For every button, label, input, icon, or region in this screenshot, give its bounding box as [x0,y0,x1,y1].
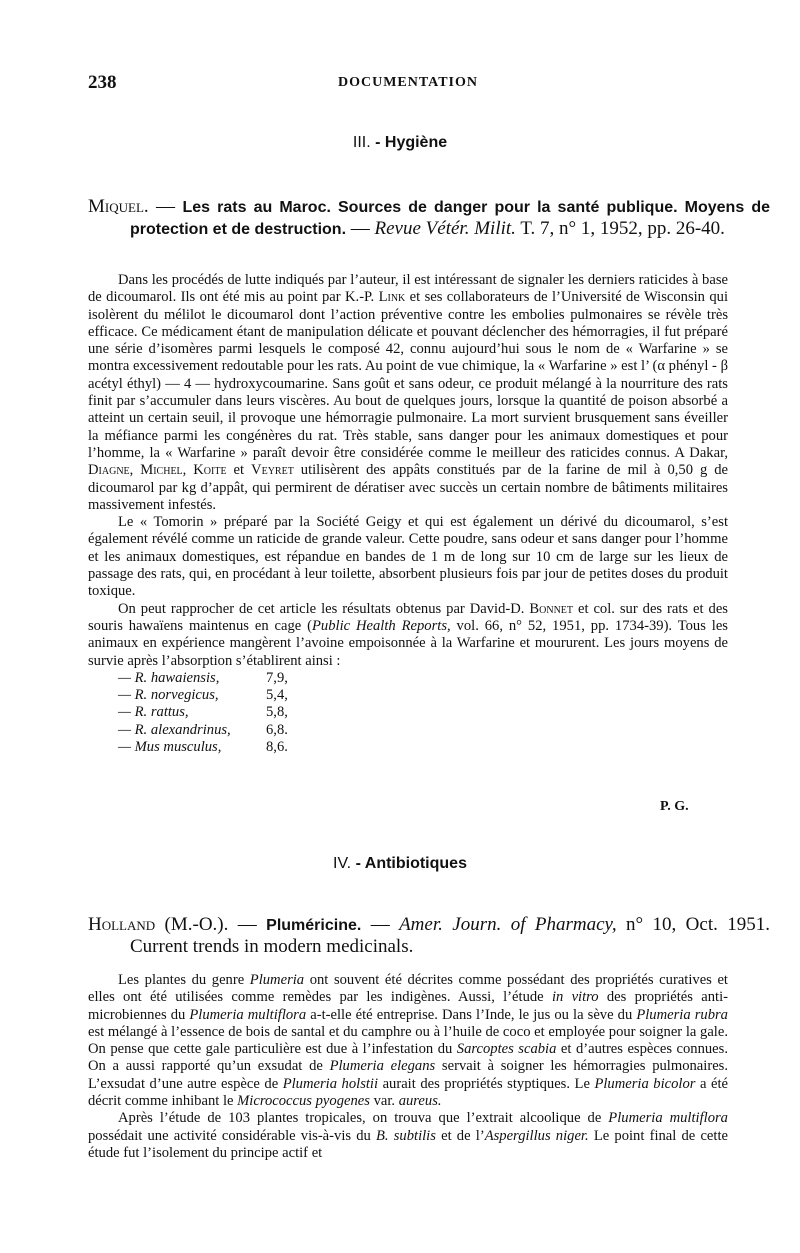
latin-term: in vitro [551,989,599,1006]
ref-citation: T. 7, n° 1, 1952, pp. 26-40. [515,218,725,239]
reference-miquel [88,196,770,240]
text-run: Dans les procédés de lutte indiqués par l’auteur, il est intéressant de signaler les derniers raticides à base de dicoumarol. Ils ont été mis au point par K.-P. [88,272,728,306]
paragraph [88,272,728,514]
survival-days: 8,6. [266,739,288,756]
genus-name: Plumeria [249,972,305,988]
section-heading-antibiotiques [0,855,800,873]
survival-days: 5,4, [266,687,288,704]
species-name: Plumeria holstii [282,1075,379,1092]
ref-author: Miquel. [88,196,149,217]
species-name: R. rattus, [134,704,189,721]
list-item: — R. alexandrinus, 6,8. [118,721,288,738]
paragraph: Le « Tomorin » préparé par la Société Geigy et qui est également un dérivé du dicoumarol, s’est également révélé comme un raticide de grande valeur. Cette poudre, sans odeur et sans danger pour l’homme et les animaux domestiques, est répandue en bandes de 1 m de long sur 10 cm de large sur les lieux de passage des rats, qui, en procédant à leur toilette, absorbent plusieurs fois par jour de petites doses du produit toxique. [88,514,728,600]
page-number: 238 [88,72,117,93]
list-item: — R. rattus, 5,8, [118,704,288,721]
section-number: IV. [333,855,352,872]
species-name: Mus musculus, [134,739,222,756]
text-run: et col. sur des rats et des souris hawaïens maintenus en cage ( [88,600,728,634]
ref-dash: — [361,914,400,935]
ref-journal: Amer. Journ. of Pharmacy, [399,914,617,935]
species-name: R. norvegicus, [134,687,219,704]
species-name: Plumeria multiflora [189,1006,307,1023]
species-name: Sarcoptes scabia [456,1041,557,1058]
paragraph: Les plantes du genre Plumeria ont souvent été décrites comme possédant des propriétés curatives et elles ont été utilisées comme remèdes par les indigènes. Aussi, l’étude in vitro des propriétés anti-microbiennes du Plumeria multiflora a-t-elle été entreprise. Dans l’Inde, le jus ou la sève du Plumeria rubra est mélangé à l’essence de bois de santal et du camphre ou à l’huile de coco et employée pour soigner la gale. On pense que cette gale particulière est due à l’infestation du Sarcoptes scabia et d’autres espèces connues. On a aussi rapporté qu’un exsudat de Plumeria elegans servait à soigner les hémorragies pulmonaires. L’exsudat d’une autre espèce de Plumeria holstii aurait des propriétés styptiques. Le Plumeria bicolor a été décrit comme inhibant le Micrococcus pyogenes var. aureus. [88,972,728,1110]
text-run: et [226,462,252,479]
signature: P. G. [660,799,689,814]
paragraph: Après l’étude de 103 plantes tropicales, on trouva que l’extrait alcoolique de Plumeria multiflora possédait une activité considérable vis-à-vis du B. subtilis et de l’Aspergillus niger. Le point final de cette étude fut l’isolement du principe actif et [88,1110,728,1161]
list-item: — R. hawaiensis, 7,9, [118,669,288,686]
species-name: B. subtilis [376,1127,436,1144]
author-name: Link [378,289,406,306]
species-name: Plumeria bicolor [594,1075,696,1092]
species-name: Plumeria multiflora [608,1110,728,1127]
ref-journal: Revue Vétér. Milit. [374,218,516,239]
species-name: R. alexandrinus, [134,721,231,738]
section-title: - Hygiène [375,134,448,151]
species-name: Plumeria rubra [636,1006,728,1023]
text-run: On peut rapprocher de cet article les résultats obtenus par David-D. [118,600,530,617]
journal-name: Public Health Reports, [312,617,451,634]
paragraph [88,601,728,670]
article-body-antibiotiques [88,972,728,1162]
text-run: et ses collaborateurs de l’Université de Wisconsin qui isolèrent du mélilot le dicoumarol dont l’action préventive contre les embolies pulmonaires se révèle très efficace. Ce médicament étant de manipulation délicate et pouvant déclencher des hémorragies, il fut préparé une série d’isomères parmi lesquels le composé 42, connu aujourd’hui sous le nom de « Warfarine » se montra excessivement redoutable pour les rats. Au point de vue chimique, la « Warfarine » est l’ (α phényl - β acétyl éthyl) — 4 — hydroxycoumarine. Sans goût et sans odeur, ce produit mélangé à la nourriture des rats finit par s’accumuler dans leurs viscères. Au bout de quelques jours, lorsque la quantité de poison absorbé a atteint un certain seuil, il provoque une hémorragie pulmonaire. La mort survient brusquement sans éveiller la méfiance parmi les congénères du rat. Très stable, sans danger pour les animaux domestiques et pour l’homme, la « Warfarine » paraît devoir être considérée comme le meilleur des raticides connus. A Dakar, [88,289,728,461]
author-name: Veyret [251,462,294,479]
running-title: DOCUMENTATION [337,75,479,90]
survival-list [118,670,728,756]
survival-days: 7,9, [266,669,288,686]
list-item: — R. norvegicus, 5,4, [118,687,288,704]
text-run: vol. 66, n° 52, 1951, pp. 1734-39). Tous les animaux en expérience mangèrent l’avoine empoisonnée à la Warfarine et moururent. Les jours moyens de survie après l’absorption s’établirent ainsi : [88,617,728,669]
ref-citation: n° 10, Oct. 1951. Current trends in modern medicinals. [130,914,770,957]
author-name: Bonnet [529,600,574,617]
author-names: Diagne, Michel, Koite [88,462,227,479]
species-name: R. hawaiensis, [134,669,220,686]
survival-days: 5,8, [266,704,288,721]
article-body-hygiene [88,272,728,756]
ref-dash: — [346,218,375,239]
variety-name: aureus. [398,1093,442,1110]
species-name: Plumeria elegans [329,1058,436,1075]
section-heading-hygiene [0,134,800,152]
running-head [88,72,728,96]
species-name: Aspergillus niger. [484,1127,589,1144]
species-name: Micrococcus pyogenes [237,1093,370,1110]
list-item: — Mus musculus, 8,6. [118,739,288,756]
survival-days: 6,8. [266,721,288,738]
ref-title: Les rats au Maroc. Sources de danger pour la santé publique. Moyens de protection et de destruction. [130,199,770,238]
reference-holland [88,914,770,957]
ref-author: Holland (M.-O.). [88,914,229,935]
section-number: III. [352,134,371,151]
text-run: utilisèrent des appâts constitués par de la farine de mil à 0,50 g de dicoumarol par kg d’appât, qui permirent de dératiser avec succès un certain nombre de bâtiments militaires massivement infestés. [88,462,728,513]
ref-title: Pluméricine. [266,917,362,934]
ref-dash: — [148,196,183,217]
ref-dash: — [228,914,267,935]
section-title: - Antibiotiques [355,855,467,872]
